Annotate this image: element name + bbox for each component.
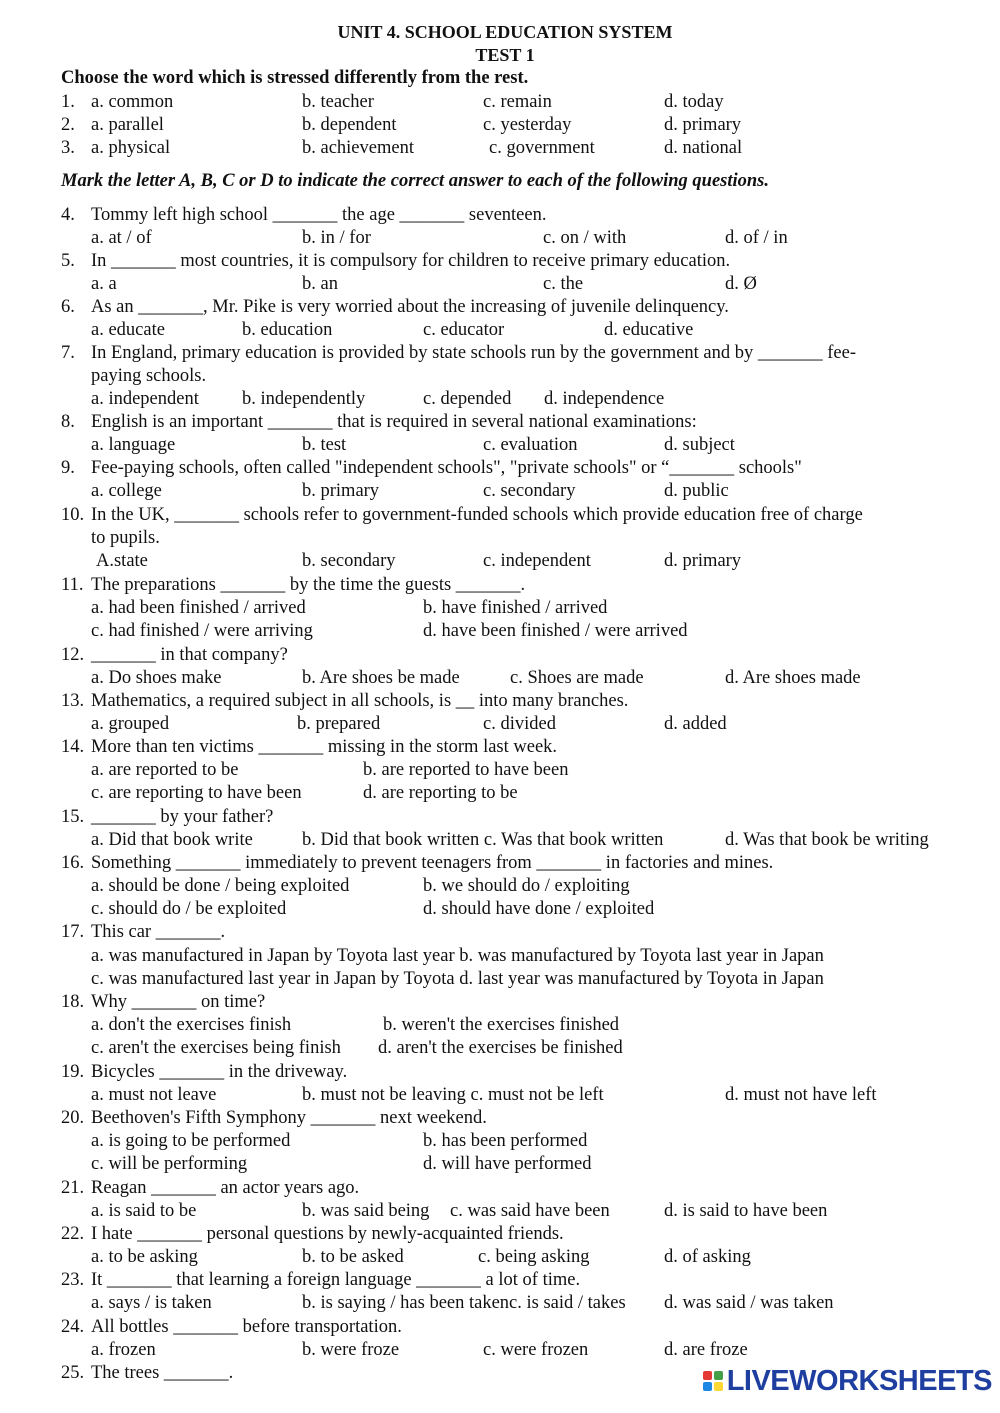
- option-c: c. government: [489, 138, 595, 158]
- option-d: d. will have performed: [423, 1154, 592, 1174]
- question-stem: This car _______.: [91, 922, 226, 942]
- question-number: 2.: [61, 115, 75, 135]
- question-stem: Beethoven's Fifth Symphony _______ next weekend.: [91, 1108, 487, 1128]
- question-stem: More than ten victims _______ missing in the storm last week.: [91, 737, 558, 757]
- question-stem: In England, primary education is provided by state schools run by the government and by _______ fee-: [91, 343, 856, 363]
- option-d: d. Are shoes made: [725, 668, 861, 688]
- option-b: b. to be asked: [302, 1247, 404, 1267]
- option-b-c: b. Did that book written c. Was that book written: [302, 830, 664, 850]
- option-a: a. physical: [91, 138, 171, 158]
- option-d: d. is said to have been: [664, 1201, 828, 1221]
- option-d: d. was said / was taken: [664, 1293, 834, 1313]
- section-1-instruction: Choose the word which is stressed differently from the rest.: [61, 68, 529, 88]
- worksheet-subtitle: TEST 1: [475, 45, 535, 65]
- option-a: a. is said to be: [91, 1201, 197, 1221]
- option-b: b. an: [302, 274, 338, 294]
- option-a: a. common: [91, 92, 174, 112]
- option-d: d. are reporting to be: [363, 783, 518, 803]
- option-c: c. was said have been: [450, 1201, 610, 1221]
- option-c: c. are reporting to have been: [91, 783, 302, 803]
- option-d: d. added: [664, 714, 727, 734]
- option-c: c. had finished / were arriving: [91, 621, 313, 641]
- question-stem: In _______ most countries, it is compulsory for children to receive primary education.: [91, 251, 731, 271]
- option-d: d. should have done / exploited: [423, 899, 655, 919]
- option-a: a. grouped: [91, 714, 170, 734]
- question-stem: As an _______, Mr. Pike is very worried about the increasing of juvenile delinquency.: [91, 297, 729, 317]
- option-c: c. divided: [483, 714, 556, 734]
- question-number: 10.: [61, 505, 85, 525]
- option-b: b. are reported to have been: [363, 760, 569, 780]
- logo-square-red: [703, 1371, 712, 1380]
- option-c: c. were frozen: [483, 1340, 589, 1360]
- option-c: c. on / with: [543, 228, 627, 248]
- option-a: a. should be done / being exploited: [91, 876, 350, 896]
- question-number: 8.: [61, 412, 75, 432]
- option-c: c. the: [543, 274, 584, 294]
- option-b: b. were froze: [302, 1340, 400, 1360]
- option-a: a. are reported to be: [91, 760, 239, 780]
- option-d: d. independence: [544, 389, 665, 409]
- option-b: b. have finished / arrived: [423, 598, 608, 618]
- option-a: a. don't the exercises finish: [91, 1015, 292, 1035]
- question-stem: Fee-paying schools, often called "independent schools", "private schools" or “_______ schools": [91, 458, 802, 478]
- logo-square-yellow: [714, 1382, 723, 1391]
- worksheet-title: UNIT 4. SCHOOL EDUCATION SYSTEM: [337, 22, 673, 42]
- question-stem: It _______ that learning a foreign language _______ a lot of time.: [91, 1270, 581, 1290]
- question-number: 19.: [61, 1062, 85, 1082]
- option-b: b. weren't the exercises finished: [383, 1015, 620, 1035]
- option-d: d. national: [664, 138, 743, 158]
- option-b: b. independently: [242, 389, 366, 409]
- question-stem: English is an important _______ that is required in several national examinations:: [91, 412, 697, 432]
- option-b: b. secondary: [302, 551, 396, 571]
- option-d: d. of / in: [725, 228, 788, 248]
- question-number: 25.: [61, 1363, 85, 1383]
- question-stem: Reagan _______ an actor years ago.: [91, 1178, 360, 1198]
- question-number: 18.: [61, 992, 85, 1012]
- question-number: 5.: [61, 251, 75, 271]
- option-a-b: a. was manufactured in Japan by Toyota last year b. was manufactured by Toyota last year in Japan: [91, 946, 824, 966]
- liveworksheets-logo-icon: [703, 1371, 723, 1391]
- logo-square-green: [714, 1371, 723, 1380]
- option-c: c. will be performing: [91, 1154, 248, 1174]
- question-stem-continued: paying schools.: [91, 366, 207, 386]
- option-b: b. Are shoes be made: [302, 668, 460, 688]
- option-d: d. primary: [664, 115, 742, 135]
- question-number: 7.: [61, 343, 75, 363]
- question-stem: Why _______ on time?: [91, 992, 266, 1012]
- question-stem-continued: to pupils.: [91, 528, 160, 548]
- option-a: a. language: [91, 435, 176, 455]
- question-number: 4.: [61, 205, 75, 225]
- option-a: a. had been finished / arrived: [91, 598, 306, 618]
- question-stem: In the UK, _______ schools refer to government-funded schools which provide education free of charge: [91, 505, 863, 525]
- section-2-instruction: Mark the letter A, B, C or D to indicate the correct answer to each of the following questions.: [61, 171, 769, 191]
- question-stem: Something _______ immediately to prevent teenagers from _______ in factories and mines.: [91, 853, 774, 873]
- option-c: c. secondary: [483, 481, 576, 501]
- option-d: d. today: [664, 92, 724, 112]
- option-b: b. prepared: [297, 714, 381, 734]
- question-stem: Mathematics, a required subject in all schools, is __ into many branches.: [91, 691, 629, 711]
- option-a: a. is going to be performed: [91, 1131, 291, 1151]
- question-number: 11.: [61, 575, 84, 595]
- option-b: b. primary: [302, 481, 380, 501]
- option-c: c. educator: [423, 320, 505, 340]
- option-a: a. a: [91, 274, 117, 294]
- question-stem: Tommy left high school _______ the age _______ seventeen.: [91, 205, 547, 225]
- question-number: 20.: [61, 1108, 85, 1128]
- option-a: a. frozen: [91, 1340, 156, 1360]
- option-c: c. depended: [423, 389, 512, 409]
- option-a: a. college: [91, 481, 162, 501]
- option-b: b. education: [242, 320, 333, 340]
- option-a: a. at / of: [91, 228, 152, 248]
- question-number: 16.: [61, 853, 85, 873]
- logo-square-blue: [703, 1382, 712, 1391]
- question-stem: I hate _______ personal questions by newly-acquainted friends.: [91, 1224, 564, 1244]
- option-d: d. aren't the exercises be finished: [378, 1038, 623, 1058]
- option-c-d: c. was manufactured last year in Japan by Toyota d. last year was manufactured by Toyota in Japan: [91, 969, 824, 989]
- option-a: a. Do shoes make: [91, 668, 222, 688]
- option-b: b. was said being: [302, 1201, 430, 1221]
- option-b-c: b. must not be leaving c. must not be left: [302, 1085, 604, 1105]
- option-d: d. public: [664, 481, 729, 501]
- option-c: c. evaluation: [483, 435, 578, 455]
- option-b: b. test: [302, 435, 347, 455]
- question-number: 14.: [61, 737, 85, 757]
- option-a: a. educate: [91, 320, 165, 340]
- option-b: b. has been performed: [423, 1131, 588, 1151]
- question-number: 22.: [61, 1224, 85, 1244]
- option-d: d. are froze: [664, 1340, 748, 1360]
- question-stem: The trees _______.: [91, 1363, 234, 1383]
- option-d: d. have been finished / were arrived: [423, 621, 688, 641]
- question-number: 9.: [61, 458, 75, 478]
- option-b: b. dependent: [302, 115, 397, 135]
- option-c: c. remain: [483, 92, 552, 112]
- question-stem: The preparations _______ by the time the guests _______.: [91, 575, 526, 595]
- option-b: b. teacher: [302, 92, 374, 112]
- question-number: 24.: [61, 1317, 85, 1337]
- option-b: b. achievement: [302, 138, 414, 158]
- question-number: 12.: [61, 645, 85, 665]
- question-number: 17.: [61, 922, 85, 942]
- question-number: 6.: [61, 297, 75, 317]
- liveworksheets-logo[interactable]: [703, 1361, 992, 1401]
- question-stem: All bottles _______ before transportation.: [91, 1317, 402, 1337]
- option-a: a. to be asking: [91, 1247, 198, 1267]
- option-c: c. aren't the exercises being finish: [91, 1038, 341, 1058]
- question-number: 1.: [61, 92, 75, 112]
- option-d: d. must not have left: [725, 1085, 877, 1105]
- question-number: 15.: [61, 807, 85, 827]
- option-b: b. we should do / exploiting: [423, 876, 630, 896]
- option-a: A.state: [96, 551, 148, 571]
- question-stem: _______ in that company?: [91, 645, 288, 665]
- option-d: d. Was that book be writing: [725, 830, 929, 850]
- liveworksheets-logo-text: LIVEWORKSHEETS: [726, 1364, 992, 1397]
- option-c: c. Shoes are made: [510, 668, 644, 688]
- question-number: 3.: [61, 138, 75, 158]
- option-b: b. in / for: [302, 228, 371, 248]
- option-c: c. yesterday: [483, 115, 572, 135]
- question-stem: Bicycles _______ in the driveway.: [91, 1062, 348, 1082]
- question-number: 23.: [61, 1270, 85, 1290]
- option-a: a. independent: [91, 389, 199, 409]
- question-stem: _______ by your father?: [91, 807, 274, 827]
- option-d: d. primary: [664, 551, 742, 571]
- option-c: c. should do / be exploited: [91, 899, 287, 919]
- option-b-c: b. is saying / has been takenc. is said / takes: [302, 1293, 626, 1313]
- question-number: 21.: [61, 1178, 85, 1198]
- option-a: a. must not leave: [91, 1085, 217, 1105]
- option-a: a. says / is taken: [91, 1293, 212, 1313]
- option-d: d. Ø: [725, 274, 757, 294]
- option-a: a. Did that book write: [91, 830, 253, 850]
- option-c: c. being asking: [478, 1247, 590, 1267]
- option-a: a. parallel: [91, 115, 164, 135]
- option-d: d. educative: [604, 320, 694, 340]
- option-d: d. of asking: [664, 1247, 751, 1267]
- question-number: 13.: [61, 691, 85, 711]
- option-c: c. independent: [483, 551, 591, 571]
- option-d: d. subject: [664, 435, 735, 455]
